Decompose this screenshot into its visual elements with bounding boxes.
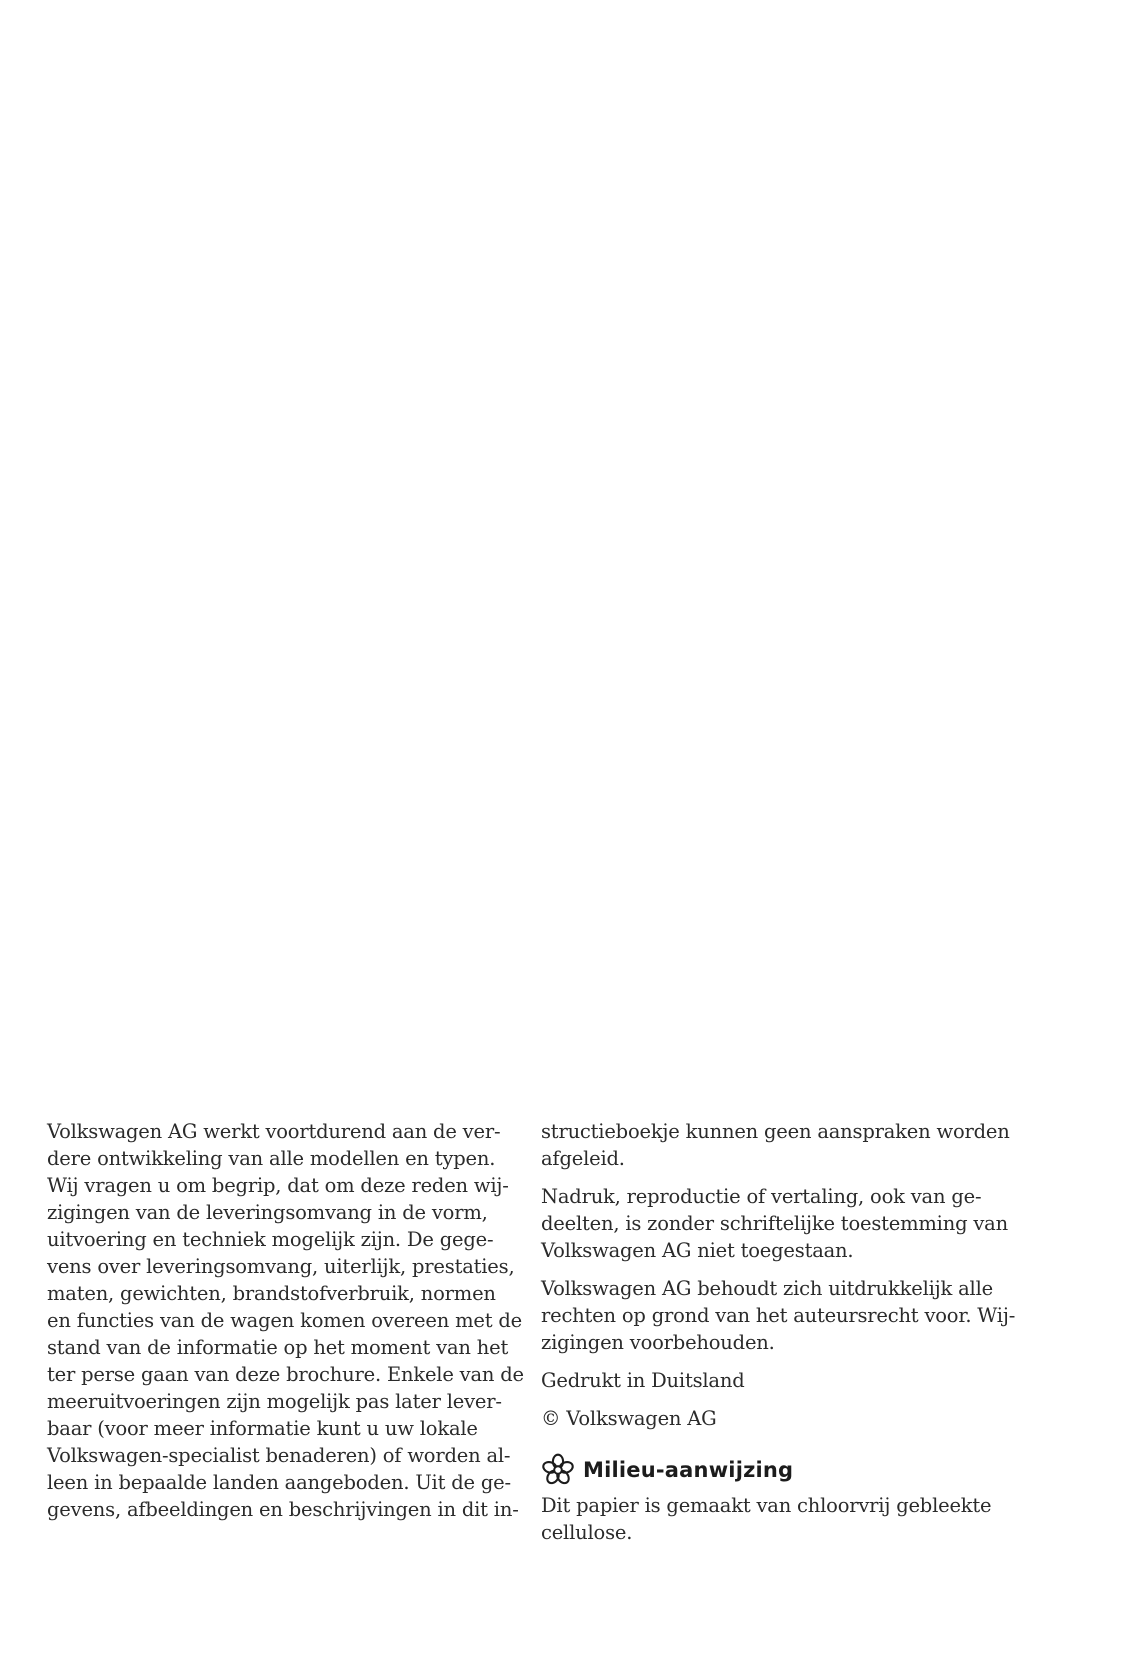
text-line: meeruitvoeringen zijn mogelijk pas later lever- bbox=[47, 1390, 502, 1413]
environment-note-body bbox=[541, 1492, 1011, 1546]
text-line: cellulose. bbox=[541, 1521, 633, 1544]
text-line: dere ontwikkeling van alle modellen en typen. bbox=[47, 1147, 496, 1170]
text-line: afgeleid. bbox=[541, 1147, 625, 1170]
copyright-notice bbox=[541, 1405, 1011, 1432]
text-line: Dit papier is gemaakt van chloorvrij gebleekte bbox=[541, 1494, 992, 1517]
text-line: Volkswagen-specialist benaderen) of worden al- bbox=[47, 1444, 511, 1467]
text-line: maten, gewichten, brandstofverbruik, normen bbox=[47, 1282, 496, 1305]
text-line: Volkswagen AG niet toegestaan. bbox=[541, 1239, 854, 1262]
text-line: Volkswagen AG behoudt zich uitdrukkelijk alle bbox=[541, 1277, 993, 1300]
text-line: zigingen voorbehouden. bbox=[541, 1331, 775, 1354]
text-line: Nadruk, reproductie of vertaling, ook van ge- bbox=[541, 1185, 982, 1208]
flower-icon bbox=[541, 1453, 575, 1487]
paragraph-continuation bbox=[541, 1118, 1011, 1172]
text-line: © Volkswagen AG bbox=[541, 1407, 717, 1430]
environment-note-title: Milieu-aanwijzing bbox=[583, 1457, 794, 1482]
text-line: zigingen van de leveringsomvang in de vorm, bbox=[47, 1201, 488, 1224]
text-line: leen in bepaalde landen aangeboden. Uit de ge- bbox=[47, 1471, 511, 1494]
text-line: Gedrukt in Duitsland bbox=[541, 1369, 745, 1392]
printed-in bbox=[541, 1367, 1011, 1394]
text-line: deelten, is zonder schriftelijke toestemming van bbox=[541, 1212, 1008, 1235]
text-line: stand van de informatie op het moment van het bbox=[47, 1336, 509, 1359]
text-line: uitvoering en techniek mogelijk zijn. De gege- bbox=[47, 1228, 494, 1251]
text-line: ter perse gaan van deze brochure. Enkele van de bbox=[47, 1363, 524, 1386]
text-line: Volkswagen AG werkt voortdurend aan de ver- bbox=[47, 1120, 501, 1143]
text-line: structieboekje kunnen geen aanspraken worden bbox=[541, 1120, 1010, 1143]
text-line: gevens, afbeeldingen en beschrijvingen in dit in- bbox=[47, 1498, 519, 1521]
text-line: vens over leveringsomvang, uiterlijk, prestaties, bbox=[47, 1255, 515, 1278]
text-line: en functies van de wagen komen overeen met de bbox=[47, 1309, 522, 1332]
left-column bbox=[47, 1118, 524, 1523]
right-column bbox=[541, 1118, 1016, 1546]
text-line: rechten op grond van het auteursrecht voor. Wij- bbox=[541, 1304, 1016, 1327]
environment-note-heading bbox=[541, 1453, 1011, 1487]
text-line: Wij vragen u om begrip, dat om deze reden wij- bbox=[47, 1174, 509, 1197]
text-line: baar (voor meer informatie kunt u uw lokale bbox=[47, 1417, 478, 1440]
paragraph-reproduction bbox=[541, 1183, 1011, 1264]
paragraph-copyright-rights bbox=[541, 1275, 1016, 1356]
